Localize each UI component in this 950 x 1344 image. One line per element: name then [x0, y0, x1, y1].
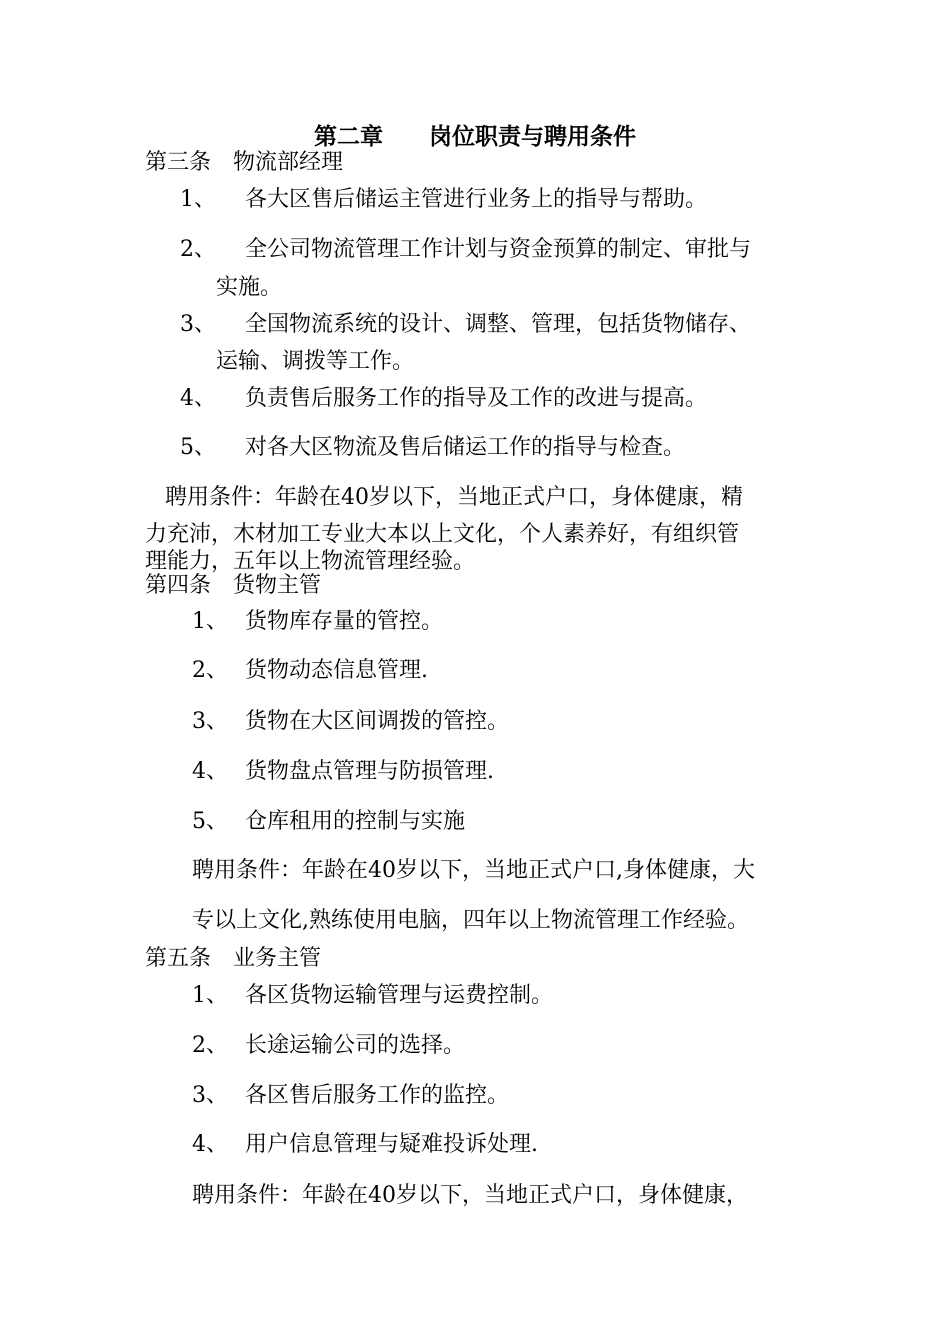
requirements-text: 专以上文化,熟练使用电脑，四年以上物流管理工作经验。 — [192, 908, 749, 933]
item-text: 仓库租用的控制与实施 — [245, 809, 466, 834]
item-number: 2、 — [192, 658, 228, 683]
section-heading: 第四条 货物主管 — [145, 573, 322, 598]
item-number: 1、 — [180, 187, 216, 212]
item-text: 用户信息管理与疑难投诉处理. — [245, 1132, 538, 1157]
requirements-text: 理能力，五年以上物流管理经验。 — [145, 549, 476, 574]
chapter-title: 第二章 岗位职责与聘用条件 — [314, 123, 636, 150]
item-number: 3、 — [192, 709, 228, 734]
item-text: 全公司物流管理工作计划与资金预算的制定、审批与 — [245, 237, 752, 262]
item-number: 2、 — [192, 1033, 228, 1058]
item-text: 各区售后服务工作的监控。 — [245, 1083, 510, 1108]
item-number: 3、 — [192, 1083, 228, 1108]
item-text: 货物动态信息管理. — [245, 658, 428, 683]
item-text: 全国物流系统的设计、调整、管理，包括货物储存、 — [245, 312, 752, 337]
item-text: 货物库存量的管控。 — [245, 609, 444, 634]
item-text: 各区货物运输管理与运费控制。 — [245, 983, 554, 1008]
item-text: 货物盘点管理与防损管理. — [245, 759, 494, 784]
requirements-text: 力充沛，木材加工专业大本以上文化，个人素养好，有组织管 — [145, 522, 740, 547]
section-heading: 第三条 物流部经理 — [145, 150, 344, 175]
item-text: 货物在大区间调拨的管控。 — [245, 709, 510, 734]
item-number: 3、 — [180, 312, 216, 337]
item-number: 2、 — [180, 237, 216, 262]
requirements-text: 聘用条件：年龄在40岁以下，当地正式户口,身体健康，大 — [192, 858, 755, 883]
item-text: 对各大区物流及售后储运工作的指导与检查。 — [245, 435, 686, 460]
item-text: 长途运输公司的选择。 — [245, 1033, 466, 1058]
item-text-continued: 实施。 — [216, 275, 283, 300]
requirements-text: 聘用条件：年龄在40岁以下，当地正式户口，身体健康，精 — [165, 485, 743, 510]
item-number: 4、 — [192, 759, 228, 784]
item-number: 1、 — [192, 609, 228, 634]
section-heading: 第五条 业务主管 — [145, 946, 322, 971]
item-text-continued: 运输、调拨等工作。 — [216, 349, 415, 374]
item-text: 各大区售后储运主管进行业务上的指导与帮助。 — [245, 187, 708, 212]
item-number: 5、 — [180, 435, 216, 460]
item-number: 5、 — [192, 809, 228, 834]
item-number: 1、 — [192, 983, 228, 1008]
item-text: 负责售后服务工作的指导及工作的改进与提高。 — [245, 386, 708, 411]
item-number: 4、 — [180, 386, 216, 411]
requirements-text: 聘用条件：年龄在40岁以下，当地正式户口，身体健康， — [192, 1183, 748, 1208]
item-number: 4、 — [192, 1132, 228, 1157]
